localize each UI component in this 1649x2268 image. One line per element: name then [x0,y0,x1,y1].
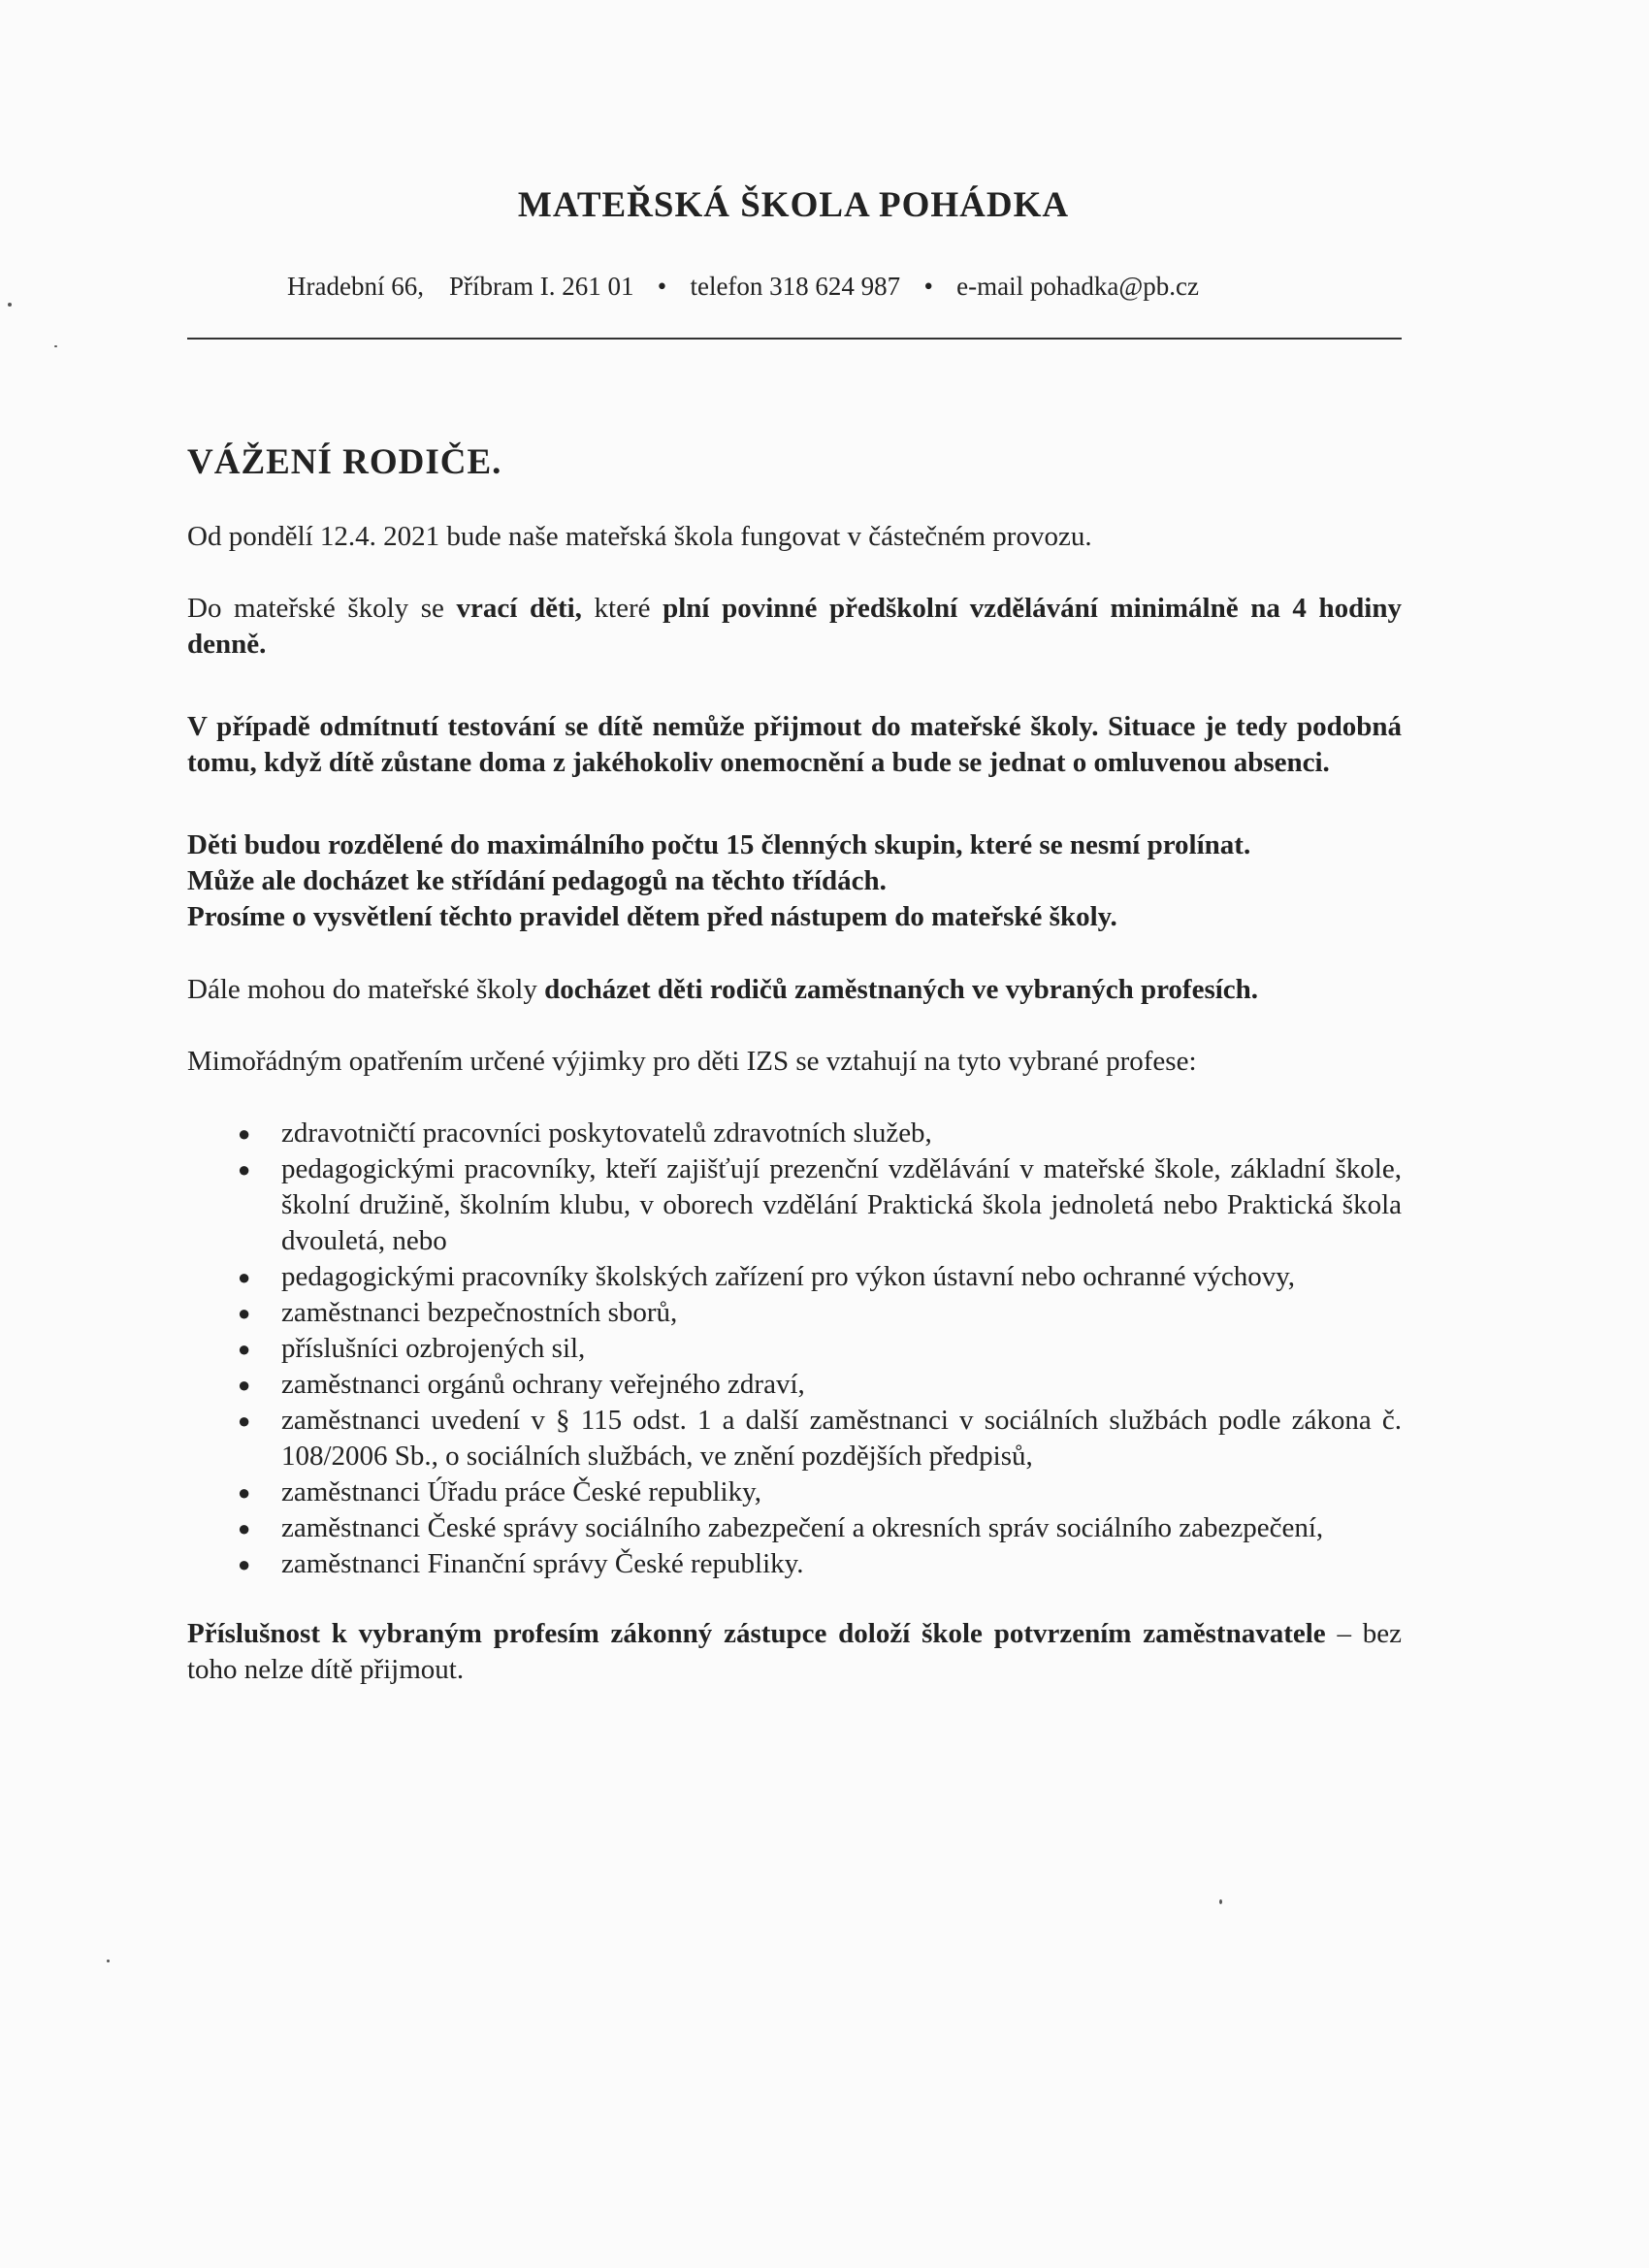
address-street: Hradební 66, [287,272,424,301]
bullet-separator: • [657,272,667,301]
list-item [187,1546,1402,1582]
bullet-separator: • [923,272,933,301]
text-run: Do mateřské školy se [187,593,457,624]
list-item [187,1367,1402,1403]
paragraph-employer-confirmation [187,1616,1402,1688]
list-item-text: zaměstnanci Úřadu práce České republiky, [281,1476,761,1507]
groups-line-2: Může ale docházet ke střídání pedagogů na těchto třídách. [187,865,887,896]
bullet-icon: ● [238,1516,251,1540]
bullet-icon: ● [238,1301,251,1325]
list-item [187,1151,1402,1259]
bullet-icon: ● [238,1265,251,1289]
bullet-icon: ● [238,1409,251,1433]
header-divider [187,338,1402,340]
bullet-icon: ● [238,1157,251,1182]
paragraph-groups [187,827,1402,935]
list-item [187,1259,1402,1295]
paragraph-operation-start: Od pondělí 12.4. 2021 bude naše mateřská škola fungovat v částečném provozu. [187,521,1092,552]
list-item-text: zaměstnanci orgánů ochrany veřejného zdraví, [281,1369,805,1400]
text-run-bold: docházet děti rodičů zaměstnaných ve vybraných profesích. [544,974,1259,1005]
contact-line [287,272,1199,302]
scan-speck [107,1960,110,1962]
bullet-icon: ● [238,1373,251,1397]
bullet-icon: ● [238,1121,251,1146]
greeting-heading: VÁŽENÍ RODIČE. [187,442,502,482]
list-item-text: zdravotničtí pracovníci poskytovatelů zdravotních služeb, [281,1118,932,1149]
professions-list [187,1116,1402,1582]
list-item-text: pedagogickými pracovníky, kteří zajišťují prezenční vzdělávání v mateřské škole, základní škole, školní družině, školním klubu, v oborech vzdělání Praktická škola jednoletá nebo Praktická škola dvouletá, nebo [281,1153,1402,1256]
letter-body [187,519,1402,1688]
paragraph-testing-refusal: V případě odmítnutí testování se dítě nemůže přijmout do mateřské školy. Situace je tedy podobná tomu, když dítě zůstane doma z jakéhokoliv onemocnění a bude se jednat o omluvenou absenci. [187,711,1402,778]
list-item [187,1295,1402,1331]
text-run: které [581,593,663,624]
bullet-icon: ● [238,1337,251,1361]
bullet-icon: ● [238,1552,251,1576]
bullet-icon: ● [238,1480,251,1505]
text-run-bold: plní povinné předškolní vzdělávání minimálně na 4 hodiny denně. [187,593,1402,660]
text-run: Dále mohou do mateřské školy [187,974,545,1005]
school-name-heading: MATEŘSKÁ ŠKOLA POHÁDKA [517,185,1070,225]
groups-line-1: Děti budou rozdělené do maximálního počtu 15 členných skupin, které se nesmí prolínat. [187,829,1251,860]
list-item-text: zaměstnanci bezpečnostních sborů, [281,1297,678,1328]
list-item [187,1331,1402,1367]
list-item-text: příslušníci ozbrojených sil, [281,1333,586,1364]
paragraph-selected-professions [187,972,1402,1008]
phone-number: telefon 318 624 987 [690,272,901,301]
text-run-bold: vrací děti, [456,593,582,624]
list-item-text: pedagogickými pracovníky školských zařízení pro výkon ústavní nebo ochranné výchovy, [281,1261,1296,1292]
list-item [187,1116,1402,1151]
groups-line-3: Prosíme o vysvětlení těchto pravidel dětem před nástupem do mateřské školy. [187,901,1117,932]
scan-speck [54,345,57,347]
paragraph-returning-children [187,591,1402,663]
address-city: Příbram I. 261 01 [448,272,634,301]
text-run: – bez toho nelze dítě přijmout. [187,1618,1403,1685]
paragraph-izs-exceptions: Mimořádným opatřením určené výjimky pro děti IZS se vztahují na tyto vybrané profese: [187,1046,1197,1077]
list-item [187,1474,1402,1510]
text-run-bold: Příslušnost k vybraným profesím zákonný zástupce doloží škole potvrzením zaměstnavatele [187,1618,1326,1649]
list-item-text: zaměstnanci uvedení v § 115 odst. 1 a další zaměstnanci v sociálních službách podle zákona č. 108/2006 Sb., o sociálních službách, ve znění pozdějších předpisů, [281,1405,1402,1472]
list-item-text: zaměstnanci Finanční správy České republiky. [281,1548,804,1579]
scan-speck [8,303,12,307]
list-item [187,1403,1402,1474]
list-item [187,1510,1402,1546]
scan-speck [1219,1899,1222,1904]
list-item-text: zaměstnanci České správy sociálního zabezpečení a okresních správ sociálního zabezpečení, [281,1512,1324,1543]
email-address: e-mail pohadka@pb.cz [956,272,1199,301]
